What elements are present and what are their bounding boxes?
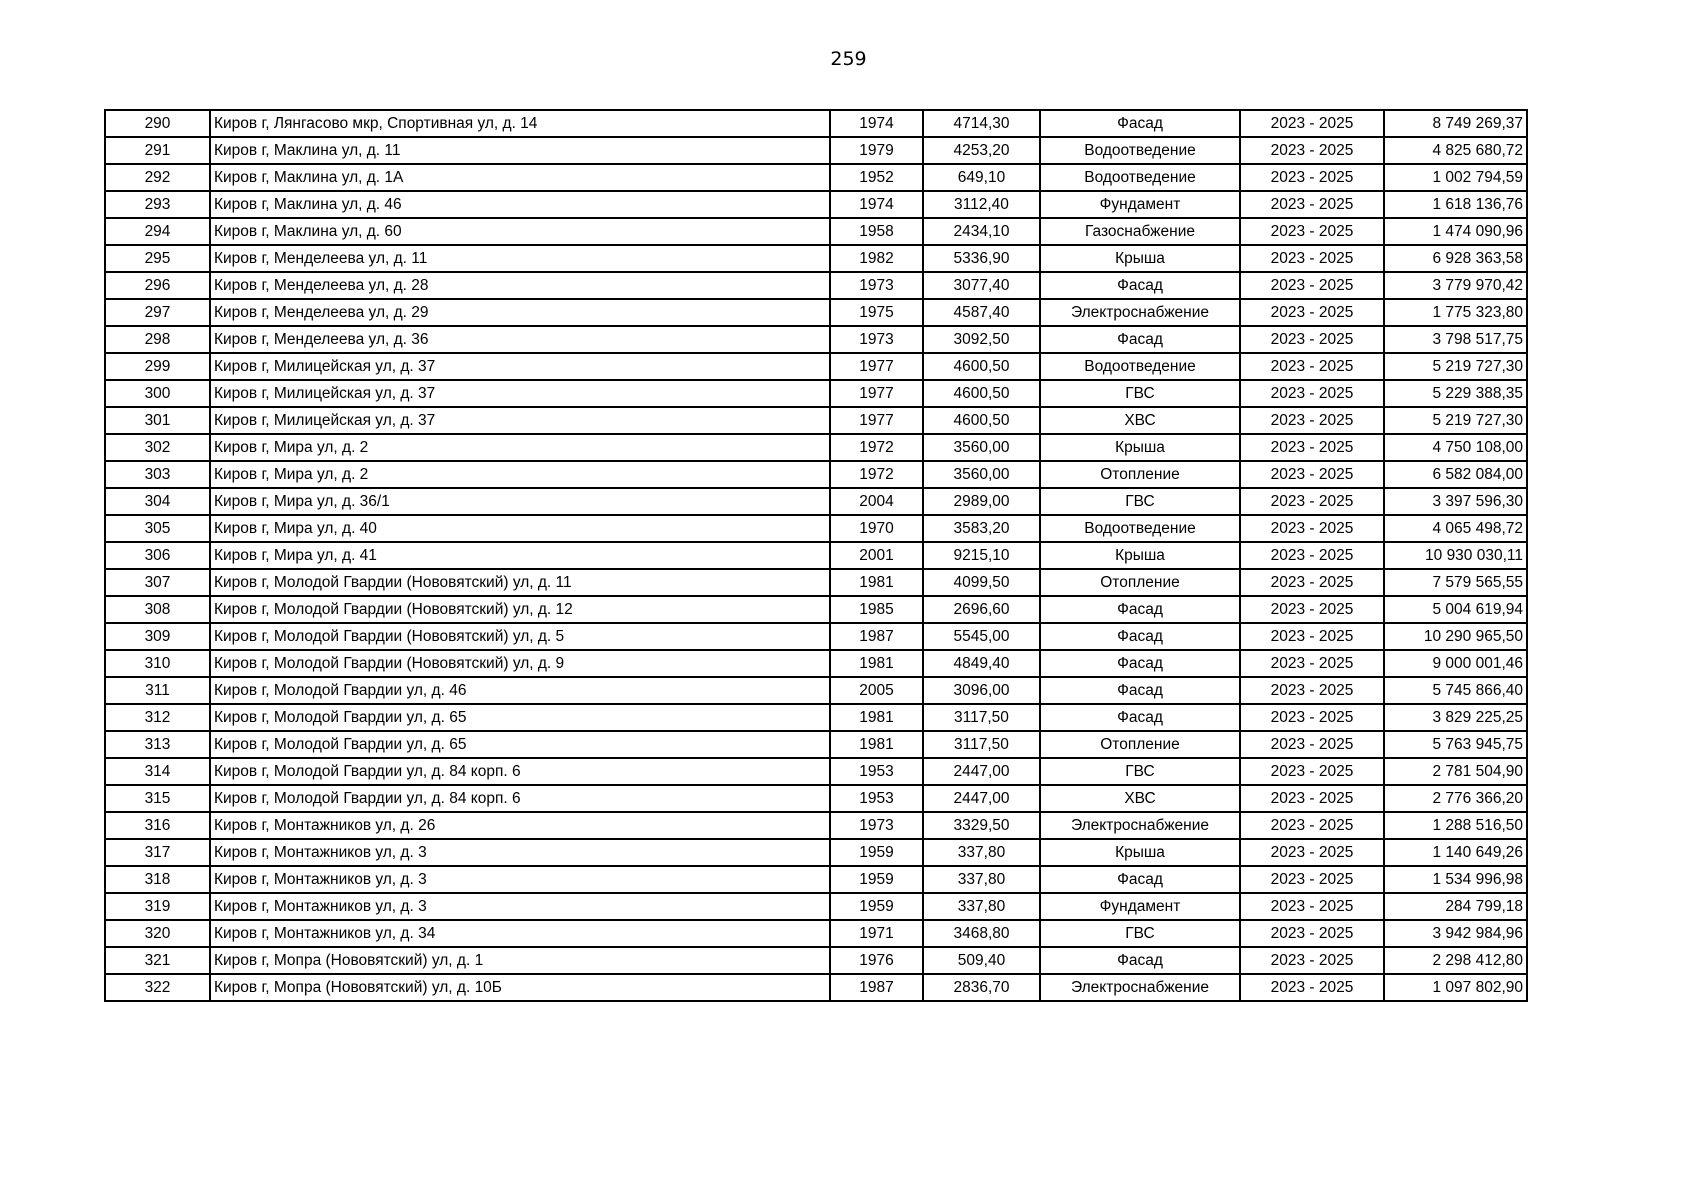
table-row — [105, 353, 1527, 380]
table-row — [105, 569, 1527, 596]
area-cell: 2836,70 — [923, 974, 1040, 1001]
table-row — [105, 110, 1527, 137]
row-number-cell: 305 — [105, 515, 210, 542]
area-cell: 3077,40 — [923, 272, 1040, 299]
work-type-cell: Водоотведение — [1040, 164, 1240, 191]
area-cell: 2434,10 — [923, 218, 1040, 245]
row-number-cell: 313 — [105, 731, 210, 758]
build-year-cell: 1958 — [830, 218, 923, 245]
period-cell: 2023 - 2025 — [1240, 191, 1384, 218]
period-cell: 2023 - 2025 — [1240, 785, 1384, 812]
address-cell: Киров г, Менделеева ул, д. 29 — [210, 299, 830, 326]
period-cell: 2023 - 2025 — [1240, 704, 1384, 731]
period-cell: 2023 - 2025 — [1240, 677, 1384, 704]
row-number-cell: 299 — [105, 353, 210, 380]
table-row — [105, 758, 1527, 785]
cost-cell: 7 579 565,55 — [1384, 569, 1527, 596]
table-row — [105, 326, 1527, 353]
period-cell: 2023 - 2025 — [1240, 650, 1384, 677]
table-row — [105, 434, 1527, 461]
cost-cell: 1 775 323,80 — [1384, 299, 1527, 326]
work-type-cell: Фасад — [1040, 110, 1240, 137]
cost-cell: 10 930 030,11 — [1384, 542, 1527, 569]
work-type-cell: Электроснабжение — [1040, 812, 1240, 839]
work-type-cell: Отопление — [1040, 731, 1240, 758]
housing-repair-table — [104, 109, 1528, 1002]
build-year-cell: 1970 — [830, 515, 923, 542]
period-cell: 2023 - 2025 — [1240, 596, 1384, 623]
cost-cell: 2 298 412,80 — [1384, 947, 1527, 974]
page-number: 259 — [830, 48, 867, 70]
period-cell: 2023 - 2025 — [1240, 218, 1384, 245]
row-number-cell: 298 — [105, 326, 210, 353]
area-cell: 3560,00 — [923, 461, 1040, 488]
period-cell: 2023 - 2025 — [1240, 866, 1384, 893]
work-type-cell: Крыша — [1040, 839, 1240, 866]
table-row — [105, 461, 1527, 488]
build-year-cell: 1982 — [830, 245, 923, 272]
row-number-cell: 294 — [105, 218, 210, 245]
cost-cell: 2 781 504,90 — [1384, 758, 1527, 785]
address-cell: Киров г, Молодой Гвардии (Нововятский) ул, д. 9 — [210, 650, 830, 677]
cost-cell: 1 534 996,98 — [1384, 866, 1527, 893]
address-cell: Киров г, Молодой Гвардии ул, д. 84 корп. 6 — [210, 758, 830, 785]
address-cell: Киров г, Менделеева ул, д. 36 — [210, 326, 830, 353]
address-cell: Киров г, Монтажников ул, д. 3 — [210, 866, 830, 893]
address-cell: Киров г, Мопра (Нововятский) ул, д. 1 — [210, 947, 830, 974]
build-year-cell: 1975 — [830, 299, 923, 326]
period-cell: 2023 - 2025 — [1240, 245, 1384, 272]
cost-cell: 5 763 945,75 — [1384, 731, 1527, 758]
period-cell: 2023 - 2025 — [1240, 623, 1384, 650]
row-number-cell: 315 — [105, 785, 210, 812]
build-year-cell: 1977 — [830, 353, 923, 380]
table-row — [105, 677, 1527, 704]
row-number-cell: 309 — [105, 623, 210, 650]
build-year-cell: 2004 — [830, 488, 923, 515]
cost-cell: 1 474 090,96 — [1384, 218, 1527, 245]
build-year-cell: 2005 — [830, 677, 923, 704]
cost-cell: 5 229 388,35 — [1384, 380, 1527, 407]
address-cell: Киров г, Мира ул, д. 36/1 — [210, 488, 830, 515]
area-cell: 4600,50 — [923, 407, 1040, 434]
build-year-cell: 1973 — [830, 326, 923, 353]
cost-cell: 5 745 866,40 — [1384, 677, 1527, 704]
table-body — [105, 110, 1527, 1001]
cost-cell: 9 000 001,46 — [1384, 650, 1527, 677]
period-cell: 2023 - 2025 — [1240, 893, 1384, 920]
period-cell: 2023 - 2025 — [1240, 731, 1384, 758]
cost-cell: 4 065 498,72 — [1384, 515, 1527, 542]
table-row — [105, 407, 1527, 434]
row-number-cell: 300 — [105, 380, 210, 407]
area-cell: 5545,00 — [923, 623, 1040, 650]
period-cell: 2023 - 2025 — [1240, 137, 1384, 164]
row-number-cell: 316 — [105, 812, 210, 839]
table-row — [105, 623, 1527, 650]
cost-cell: 3 942 984,96 — [1384, 920, 1527, 947]
table-row — [105, 218, 1527, 245]
address-cell: Киров г, Мира ул, д. 40 — [210, 515, 830, 542]
row-number-cell: 302 — [105, 434, 210, 461]
row-number-cell: 293 — [105, 191, 210, 218]
work-type-cell: ХВС — [1040, 407, 1240, 434]
period-cell: 2023 - 2025 — [1240, 326, 1384, 353]
address-cell: Киров г, Монтажников ул, д. 26 — [210, 812, 830, 839]
row-number-cell: 314 — [105, 758, 210, 785]
table-row — [105, 785, 1527, 812]
area-cell: 3560,00 — [923, 434, 1040, 461]
cost-cell: 1 002 794,59 — [1384, 164, 1527, 191]
address-cell: Киров г, Милицейская ул, д. 37 — [210, 407, 830, 434]
work-type-cell: Крыша — [1040, 542, 1240, 569]
area-cell: 4253,20 — [923, 137, 1040, 164]
address-cell: Киров г, Молодой Гвардии (Нововятский) ул, д. 5 — [210, 623, 830, 650]
cost-cell: 1 288 516,50 — [1384, 812, 1527, 839]
cost-cell: 3 779 970,42 — [1384, 272, 1527, 299]
table-row — [105, 893, 1527, 920]
period-cell: 2023 - 2025 — [1240, 515, 1384, 542]
table-row — [105, 515, 1527, 542]
work-type-cell: Фасад — [1040, 623, 1240, 650]
table-row — [105, 380, 1527, 407]
table-row — [105, 137, 1527, 164]
area-cell: 337,80 — [923, 893, 1040, 920]
work-type-cell: Крыша — [1040, 434, 1240, 461]
build-year-cell: 1977 — [830, 407, 923, 434]
cost-cell: 3 798 517,75 — [1384, 326, 1527, 353]
row-number-cell: 307 — [105, 569, 210, 596]
period-cell: 2023 - 2025 — [1240, 272, 1384, 299]
row-number-cell: 304 — [105, 488, 210, 515]
table-row — [105, 947, 1527, 974]
area-cell: 3092,50 — [923, 326, 1040, 353]
address-cell: Киров г, Молодой Гвардии (Нововятский) ул, д. 11 — [210, 569, 830, 596]
build-year-cell: 1953 — [830, 758, 923, 785]
build-year-cell: 1974 — [830, 110, 923, 137]
table-row — [105, 542, 1527, 569]
work-type-cell: Крыша — [1040, 245, 1240, 272]
row-number-cell: 297 — [105, 299, 210, 326]
build-year-cell: 1977 — [830, 380, 923, 407]
build-year-cell: 1973 — [830, 272, 923, 299]
address-cell: Киров г, Мира ул, д. 2 — [210, 434, 830, 461]
period-cell: 2023 - 2025 — [1240, 758, 1384, 785]
area-cell: 4600,50 — [923, 353, 1040, 380]
row-number-cell: 317 — [105, 839, 210, 866]
build-year-cell: 1973 — [830, 812, 923, 839]
work-type-cell: Фасад — [1040, 596, 1240, 623]
row-number-cell: 322 — [105, 974, 210, 1001]
cost-cell: 284 799,18 — [1384, 893, 1527, 920]
period-cell: 2023 - 2025 — [1240, 839, 1384, 866]
area-cell: 4600,50 — [923, 380, 1040, 407]
address-cell: Киров г, Мира ул, д. 2 — [210, 461, 830, 488]
row-number-cell: 291 — [105, 137, 210, 164]
table-row — [105, 866, 1527, 893]
cost-cell: 2 776 366,20 — [1384, 785, 1527, 812]
area-cell: 509,40 — [923, 947, 1040, 974]
cost-cell: 3 397 596,30 — [1384, 488, 1527, 515]
work-type-cell: ГВС — [1040, 380, 1240, 407]
area-cell: 3468,80 — [923, 920, 1040, 947]
address-cell: Киров г, Лянгасово мкр, Спортивная ул, д. 14 — [210, 110, 830, 137]
period-cell: 2023 - 2025 — [1240, 542, 1384, 569]
cost-cell: 3 829 225,25 — [1384, 704, 1527, 731]
row-number-cell: 292 — [105, 164, 210, 191]
row-number-cell: 303 — [105, 461, 210, 488]
table-row — [105, 650, 1527, 677]
area-cell: 337,80 — [923, 866, 1040, 893]
cost-cell: 1 618 136,76 — [1384, 191, 1527, 218]
table-row — [105, 596, 1527, 623]
cost-cell: 5 004 619,94 — [1384, 596, 1527, 623]
area-cell: 649,10 — [923, 164, 1040, 191]
work-type-cell: Фундамент — [1040, 191, 1240, 218]
address-cell: Киров г, Маклина ул, д. 60 — [210, 218, 830, 245]
row-number-cell: 310 — [105, 650, 210, 677]
area-cell: 3583,20 — [923, 515, 1040, 542]
address-cell: Киров г, Монтажников ул, д. 3 — [210, 839, 830, 866]
period-cell: 2023 - 2025 — [1240, 434, 1384, 461]
address-cell: Киров г, Милицейская ул, д. 37 — [210, 353, 830, 380]
period-cell: 2023 - 2025 — [1240, 299, 1384, 326]
table-row — [105, 704, 1527, 731]
build-year-cell: 2001 — [830, 542, 923, 569]
work-type-cell: Фасад — [1040, 677, 1240, 704]
cost-cell: 1 140 649,26 — [1384, 839, 1527, 866]
period-cell: 2023 - 2025 — [1240, 164, 1384, 191]
period-cell: 2023 - 2025 — [1240, 353, 1384, 380]
area-cell: 2447,00 — [923, 785, 1040, 812]
table-row — [105, 974, 1527, 1001]
row-number-cell: 308 — [105, 596, 210, 623]
build-year-cell: 1959 — [830, 839, 923, 866]
cost-cell: 6 928 363,58 — [1384, 245, 1527, 272]
address-cell: Киров г, Менделеева ул, д. 28 — [210, 272, 830, 299]
work-type-cell: ГВС — [1040, 920, 1240, 947]
cost-cell: 5 219 727,30 — [1384, 353, 1527, 380]
work-type-cell: Фасад — [1040, 326, 1240, 353]
address-cell: Киров г, Мопра (Нововятский) ул, д. 10Б — [210, 974, 830, 1001]
table-row — [105, 272, 1527, 299]
build-year-cell: 1976 — [830, 947, 923, 974]
build-year-cell: 1972 — [830, 461, 923, 488]
row-number-cell: 321 — [105, 947, 210, 974]
build-year-cell: 1953 — [830, 785, 923, 812]
area-cell: 4587,40 — [923, 299, 1040, 326]
build-year-cell: 1972 — [830, 434, 923, 461]
build-year-cell: 1987 — [830, 623, 923, 650]
row-number-cell: 320 — [105, 920, 210, 947]
address-cell: Киров г, Менделеева ул, д. 11 — [210, 245, 830, 272]
table-row — [105, 191, 1527, 218]
build-year-cell: 1971 — [830, 920, 923, 947]
work-type-cell: Отопление — [1040, 461, 1240, 488]
cost-cell: 5 219 727,30 — [1384, 407, 1527, 434]
work-type-cell: Водоотведение — [1040, 137, 1240, 164]
work-type-cell: Газоснабжение — [1040, 218, 1240, 245]
work-type-cell: ГВС — [1040, 758, 1240, 785]
build-year-cell: 1985 — [830, 596, 923, 623]
cost-cell: 6 582 084,00 — [1384, 461, 1527, 488]
cost-cell: 4 825 680,72 — [1384, 137, 1527, 164]
address-cell: Киров г, Мира ул, д. 41 — [210, 542, 830, 569]
area-cell: 2447,00 — [923, 758, 1040, 785]
work-type-cell: Водоотведение — [1040, 515, 1240, 542]
area-cell: 3096,00 — [923, 677, 1040, 704]
period-cell: 2023 - 2025 — [1240, 947, 1384, 974]
work-type-cell: Отопление — [1040, 569, 1240, 596]
address-cell: Киров г, Маклина ул, д. 11 — [210, 137, 830, 164]
work-type-cell: Электроснабжение — [1040, 299, 1240, 326]
address-cell: Киров г, Молодой Гвардии ул, д. 65 — [210, 704, 830, 731]
row-number-cell: 301 — [105, 407, 210, 434]
area-cell: 9215,10 — [923, 542, 1040, 569]
address-cell: Киров г, Монтажников ул, д. 34 — [210, 920, 830, 947]
table-row — [105, 164, 1527, 191]
table-row — [105, 920, 1527, 947]
work-type-cell: ГВС — [1040, 488, 1240, 515]
address-cell: Киров г, Маклина ул, д. 1А — [210, 164, 830, 191]
table-row — [105, 245, 1527, 272]
area-cell: 4099,50 — [923, 569, 1040, 596]
table-row — [105, 488, 1527, 515]
address-cell: Киров г, Молодой Гвардии ул, д. 46 — [210, 677, 830, 704]
work-type-cell: Фундамент — [1040, 893, 1240, 920]
row-number-cell: 306 — [105, 542, 210, 569]
table-row — [105, 839, 1527, 866]
cost-cell: 10 290 965,50 — [1384, 623, 1527, 650]
work-type-cell: Фасад — [1040, 272, 1240, 299]
area-cell: 2696,60 — [923, 596, 1040, 623]
period-cell: 2023 - 2025 — [1240, 920, 1384, 947]
period-cell: 2023 - 2025 — [1240, 110, 1384, 137]
build-year-cell: 1987 — [830, 974, 923, 1001]
period-cell: 2023 - 2025 — [1240, 380, 1384, 407]
area-cell: 337,80 — [923, 839, 1040, 866]
build-year-cell: 1981 — [830, 650, 923, 677]
build-year-cell: 1981 — [830, 731, 923, 758]
row-number-cell: 318 — [105, 866, 210, 893]
work-type-cell: Фасад — [1040, 650, 1240, 677]
address-cell: Киров г, Молодой Гвардии (Нововятский) ул, д. 12 — [210, 596, 830, 623]
period-cell: 2023 - 2025 — [1240, 488, 1384, 515]
row-number-cell: 295 — [105, 245, 210, 272]
area-cell: 3117,50 — [923, 704, 1040, 731]
area-cell: 4849,40 — [923, 650, 1040, 677]
build-year-cell: 1974 — [830, 191, 923, 218]
period-cell: 2023 - 2025 — [1240, 407, 1384, 434]
table-row — [105, 731, 1527, 758]
area-cell: 3112,40 — [923, 191, 1040, 218]
cost-cell: 8 749 269,37 — [1384, 110, 1527, 137]
work-type-cell: Фасад — [1040, 704, 1240, 731]
area-cell: 5336,90 — [923, 245, 1040, 272]
address-cell: Киров г, Милицейская ул, д. 37 — [210, 380, 830, 407]
address-cell: Киров г, Маклина ул, д. 46 — [210, 191, 830, 218]
address-cell: Киров г, Молодой Гвардии ул, д. 65 — [210, 731, 830, 758]
area-cell: 2989,00 — [923, 488, 1040, 515]
cost-cell: 4 750 108,00 — [1384, 434, 1527, 461]
row-number-cell: 319 — [105, 893, 210, 920]
build-year-cell: 1981 — [830, 569, 923, 596]
period-cell: 2023 - 2025 — [1240, 569, 1384, 596]
area-cell: 4714,30 — [923, 110, 1040, 137]
table-row — [105, 299, 1527, 326]
row-number-cell: 312 — [105, 704, 210, 731]
work-type-cell: Фасад — [1040, 947, 1240, 974]
cost-cell: 1 097 802,90 — [1384, 974, 1527, 1001]
period-cell: 2023 - 2025 — [1240, 461, 1384, 488]
period-cell: 2023 - 2025 — [1240, 812, 1384, 839]
work-type-cell: Водоотведение — [1040, 353, 1240, 380]
period-cell: 2023 - 2025 — [1240, 974, 1384, 1001]
work-type-cell: ХВС — [1040, 785, 1240, 812]
build-year-cell: 1981 — [830, 704, 923, 731]
work-type-cell: Электроснабжение — [1040, 974, 1240, 1001]
address-cell: Киров г, Молодой Гвардии ул, д. 84 корп. 6 — [210, 785, 830, 812]
area-cell: 3329,50 — [923, 812, 1040, 839]
work-type-cell: Фасад — [1040, 866, 1240, 893]
build-year-cell: 1952 — [830, 164, 923, 191]
build-year-cell: 1959 — [830, 893, 923, 920]
row-number-cell: 296 — [105, 272, 210, 299]
table-row — [105, 812, 1527, 839]
address-cell: Киров г, Монтажников ул, д. 3 — [210, 893, 830, 920]
build-year-cell: 1979 — [830, 137, 923, 164]
area-cell: 3117,50 — [923, 731, 1040, 758]
row-number-cell: 311 — [105, 677, 210, 704]
row-number-cell: 290 — [105, 110, 210, 137]
build-year-cell: 1959 — [830, 866, 923, 893]
